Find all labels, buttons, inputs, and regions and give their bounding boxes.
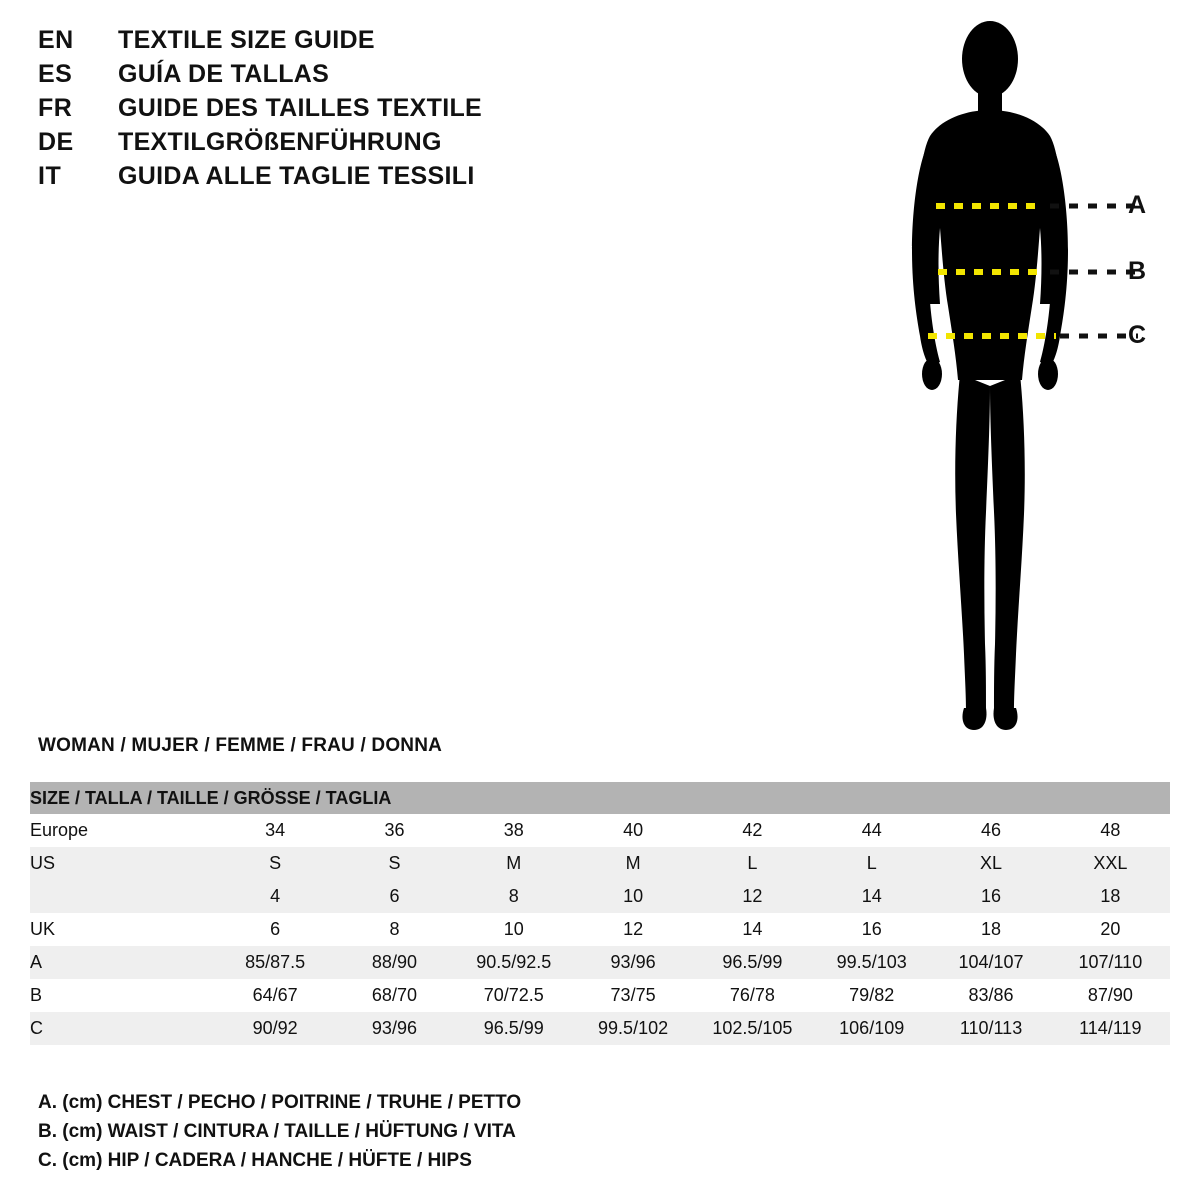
cell: 73/75	[573, 979, 692, 1012]
cell: 8	[454, 880, 573, 913]
table-row	[30, 913, 1170, 946]
cell: 107/110	[1051, 946, 1170, 979]
cell: 90.5/92.5	[454, 946, 573, 979]
row-label-us: US	[30, 847, 215, 880]
cell: 83/86	[931, 979, 1050, 1012]
table-section-heading: WOMAN / MUJER / FEMME / FRAU / DONNA	[38, 735, 443, 756]
cell: 4	[215, 880, 334, 913]
cell: M	[454, 847, 573, 880]
title-row	[38, 26, 598, 60]
title-row	[38, 94, 598, 128]
cell: 10	[573, 880, 692, 913]
cell: S	[215, 847, 334, 880]
row-label-europe: Europe	[30, 814, 215, 847]
cell: 20	[1051, 913, 1170, 946]
table-row	[30, 1012, 1170, 1045]
cell: 38	[454, 814, 573, 847]
body-measurement-figure	[860, 14, 1180, 754]
cell: 34	[215, 814, 334, 847]
cell: 14	[812, 880, 931, 913]
title-row	[38, 128, 598, 162]
cell: 93/96	[335, 1012, 454, 1045]
cell: 110/113	[931, 1012, 1050, 1045]
cell: 40	[573, 814, 692, 847]
title-lang-it: IT	[38, 162, 62, 190]
cell: 85/87.5	[215, 946, 334, 979]
title-text-en: TEXTILE SIZE GUIDE	[118, 26, 375, 54]
table-row	[30, 847, 1170, 880]
title-block	[38, 26, 598, 196]
legend-line-a: A. (cm) CHEST / PECHO / POITRINE / TRUHE / PETTO	[38, 1092, 522, 1113]
title-lang-fr: FR	[38, 94, 73, 122]
cell: 106/109	[812, 1012, 931, 1045]
cell: L	[693, 847, 812, 880]
title-text-es: GUÍA DE TALLAS	[118, 60, 330, 88]
measure-label-b: B	[1128, 257, 1147, 285]
cell: 96.5/99	[693, 946, 812, 979]
cell: 18	[1051, 880, 1170, 913]
title-row	[38, 60, 598, 94]
table-row	[30, 814, 1170, 847]
cell: 64/67	[215, 979, 334, 1012]
cell: 42	[693, 814, 812, 847]
row-label-us-numeric	[30, 880, 215, 913]
cell: 16	[812, 913, 931, 946]
cell: S	[335, 847, 454, 880]
cell: 102.5/105	[693, 1012, 812, 1045]
title-lang-es: ES	[38, 60, 73, 88]
cell: XXL	[1051, 847, 1170, 880]
size-table	[30, 782, 1170, 1045]
cell: 14	[693, 913, 812, 946]
table-row	[30, 880, 1170, 913]
cell: 16	[931, 880, 1050, 913]
table-row	[30, 979, 1170, 1012]
cell: 6	[335, 880, 454, 913]
title-text-fr: GUIDE DES TAILLES TEXTILE	[118, 94, 483, 122]
row-label-b: B	[30, 979, 215, 1012]
legend-line-c: C. (cm) HIP / CADERA / HANCHE / HÜFTE / HIPS	[38, 1150, 472, 1171]
cell: 8	[335, 913, 454, 946]
cell: M	[573, 847, 692, 880]
cell: 46	[931, 814, 1050, 847]
cell: 10	[454, 913, 573, 946]
table-header-label: SIZE / TALLA / TAILLE / GRÖSSE / TAGLIA	[30, 782, 1170, 814]
cell: 114/119	[1051, 1012, 1170, 1045]
measurement-legend	[38, 1088, 738, 1175]
cell: 36	[335, 814, 454, 847]
legend-line-b: B. (cm) WAIST / CINTURA / TAILLE / HÜFTUNG / VITA	[38, 1121, 516, 1142]
cell: 48	[1051, 814, 1170, 847]
cell: L	[812, 847, 931, 880]
cell: 79/82	[812, 979, 931, 1012]
row-label-a: A	[30, 946, 215, 979]
title-row	[38, 162, 598, 196]
cell: 12	[573, 913, 692, 946]
cell: 87/90	[1051, 979, 1170, 1012]
row-label-c: C	[30, 1012, 215, 1045]
cell: 70/72.5	[454, 979, 573, 1012]
cell: 99.5/103	[812, 946, 931, 979]
cell: 6	[215, 913, 334, 946]
cell: 104/107	[931, 946, 1050, 979]
cell: 99.5/102	[573, 1012, 692, 1045]
title-text-de: TEXTILGRÖßENFÜHRUNG	[118, 128, 442, 156]
cell: XL	[931, 847, 1050, 880]
cell: 93/96	[573, 946, 692, 979]
measure-label-c: C	[1128, 321, 1147, 349]
cell: 90/92	[215, 1012, 334, 1045]
cell: 96.5/99	[454, 1012, 573, 1045]
title-lang-en: EN	[38, 26, 74, 54]
row-label-uk: UK	[30, 913, 215, 946]
title-text-it: GUIDA ALLE TAGLIE TESSILI	[118, 162, 475, 190]
table-row	[30, 946, 1170, 979]
cell: 18	[931, 913, 1050, 946]
measure-label-a: A	[1128, 191, 1147, 219]
cell: 44	[812, 814, 931, 847]
cell: 12	[693, 880, 812, 913]
table-header-row	[30, 782, 1170, 814]
title-lang-de: DE	[38, 128, 74, 156]
cell: 76/78	[693, 979, 812, 1012]
cell: 68/70	[335, 979, 454, 1012]
cell: 88/90	[335, 946, 454, 979]
female-body-silhouette-icon	[860, 14, 1180, 754]
